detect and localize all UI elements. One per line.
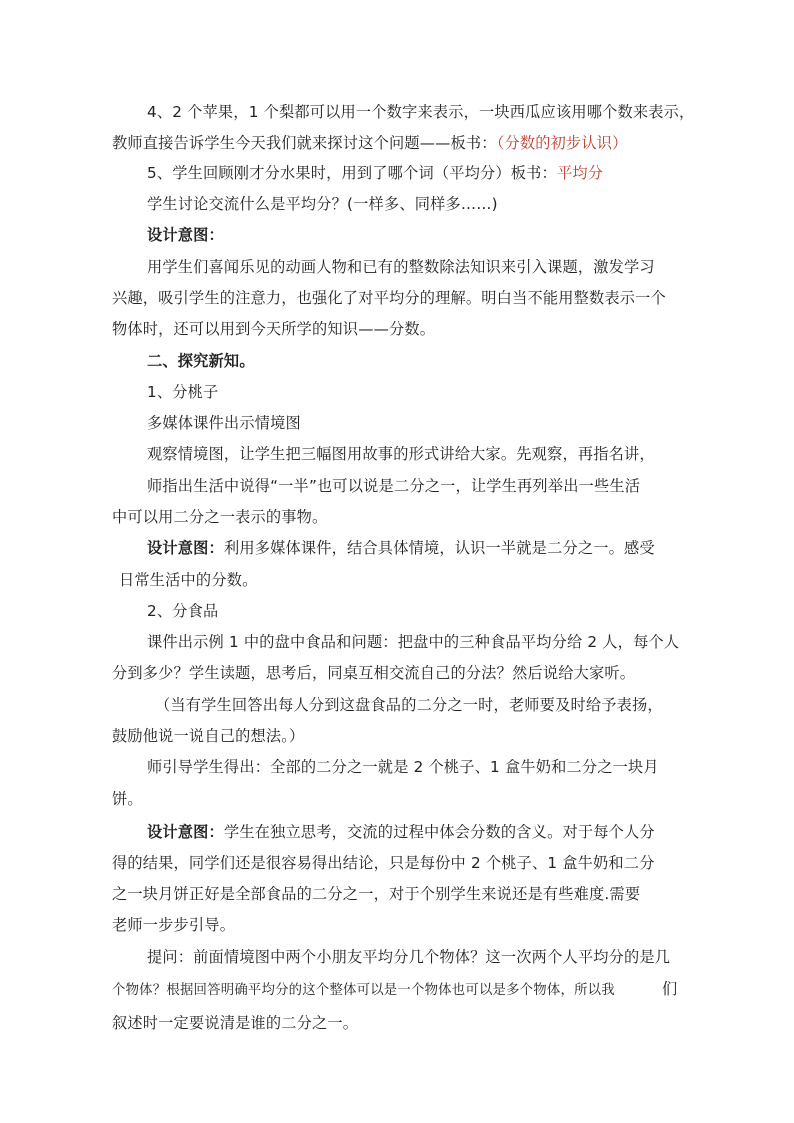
text-line: 老师一步步引导。 [112,916,236,934]
text-line: 分到多少？学生读题，思考后，同桌互相交流自己的分法？然后说给大家听。 [112,664,636,682]
text-line: 得的结果，同学们还是很容易得出结论，只是每份中 2 个桃子、1 盒牛奶和二分 [112,854,655,872]
text-line: 师引导学生得出：全部的二分之一就是 2 个桃子、1 盒牛奶和二分之一块月 [147,758,659,776]
section-label: 设计意图： [147,539,224,557]
text-line: 师指出生活中说得“一半”也可以说是二分之一，让学生再列举出一些生活 [147,477,641,495]
text-line: 多媒体课件出示情境图 [147,414,301,432]
section-label: 设计意图： [147,226,224,244]
text-segment: 5、学生回顾刚才分水果时，用到了哪个词（平均分）板书： [147,164,557,182]
text-line: 兴趣，吸引学生的注意力，也强化了对平均分的理解。明白当不能用整数表示一个 [112,289,666,307]
text-line: 鼓励他说一说自己的想法。） [112,727,305,745]
text-line: 个物体？根据回答明确平均分的这个整体可以是一个物体也可以是多个物体，所以我 [112,983,615,998]
text-line: 饼。 [112,790,143,808]
text-line [147,162,603,184]
text-line: 观察情境图，让学生把三幅图用故事的形式讲给大家。先观察，再指名讲， [147,445,655,463]
text-line: 用学生们喜闻乐见的动画人物和已有的整数除法知识来引入课题，激发学习 [147,258,655,276]
text-line: 中可以用二分之一表示的事物。 [112,508,328,526]
text-line: 4、2 个苹果，1 个梨都可以用一个数字来表示，一块西瓜应该用哪个数来表示， [147,103,695,121]
subsection-heading: 2、分食品 [147,602,219,620]
text-line [147,537,655,559]
text-segment: 学生在独立思考，交流的过程中体会分数的含义。对于每个人分 [223,823,655,841]
text-line: 日常生活中的分数。 [119,571,258,589]
text-line: 提问：前面情境图中两个小朋友平均分几个物体？这一次两个人平均分的是几 [147,948,671,966]
blackboard-title: （分数的初步认识） [496,134,628,152]
text-line [147,821,655,843]
blackboard-keyword: 平均分 [556,164,604,182]
text-line: 学生讨论交流什么是平均分？(一样多、同样多……) [147,195,498,213]
text-line: 叙述时一定要说清是谁的二分之一。 [112,1014,359,1032]
text-line: 课件出示例 1 中的盘中食品和问题：把盘中的三种食品平均分给 2 人，每个人 [147,633,680,651]
text-segment: 利用多媒体课件，结合具体情境，认识一半就是二分之一。感受 [223,539,655,557]
section-label: 设计意图： [147,823,224,841]
text-line [112,132,628,154]
text-line: 之一块月饼正好是全部食品的二分之一，对于个别学生来说还是有些难度.需要 [112,885,641,903]
text-segment: 教师直接告诉学生今天我们就来探讨这个问题——板书： [112,134,497,152]
section-heading: 二、探究新知。 [147,352,255,370]
text-line: （当有学生回答出每人分到这盘食品的二分之一时，老师要及时给予表扬， [155,696,663,714]
subsection-heading: 1、分桃子 [147,383,219,401]
text-line: 物体时，还可以用到今天所学的知识——分数。 [112,320,436,338]
text-line: 们 [662,980,678,998]
